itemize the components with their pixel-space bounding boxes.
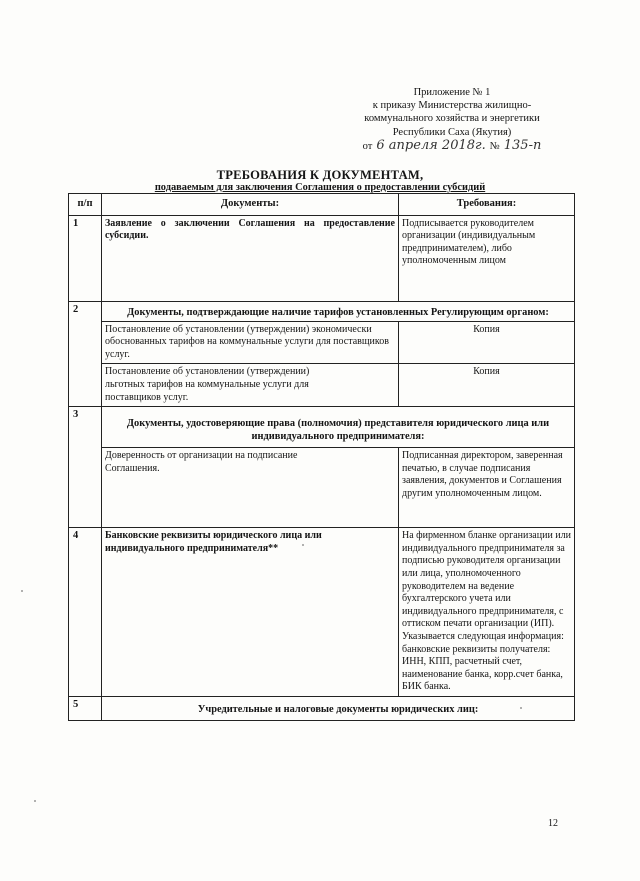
table-row [69,528,575,697]
row-document: Заявление о заключении Соглашения на предоставление субсидии. [102,215,399,301]
table-row [69,407,575,448]
table-row [69,696,575,720]
table-header-row [69,194,575,216]
table-row [69,301,575,321]
page-number: 12 [548,818,558,829]
row-document: Доверенность от организации на подписание Соглашения. [102,448,399,528]
appendix-line: Приложение № 1 [413,87,491,98]
row-document: Банковские реквизиты юридического лица или индивидуального предпринимателя** [102,528,399,697]
scan-speck [34,800,36,802]
table-row [69,321,575,364]
row-number: 5 [69,696,102,720]
header-requirements: Требования: [399,194,575,216]
document-subtitle: подаваемым для заключения Соглашения о предоставлении субсидий [154,182,486,193]
row-number: 3 [69,407,102,528]
table-row [69,215,575,301]
scan-speck [21,590,23,592]
table-row [69,448,575,528]
section-heading: Документы, подтверждающие наличие тарифов установленных Регулирующим органом: [102,301,575,321]
requirements-table [68,193,575,721]
row-number: 2 [69,301,102,407]
handwritten-number: 135-п [503,137,542,153]
scan-speck [302,544,304,546]
row-number: 1 [69,215,102,301]
section-heading: Документы, удостоверяющие права (полномочия) представителя юридического лица или индивидуального предпринимателя: [102,407,575,448]
row-requirement: Копия [399,321,575,364]
from-label: от [362,140,373,152]
row-document: Постановление об установлении (утверждении) экономически обоснованных тарифов на коммунальные услуги для поставщиков услуг. [102,321,399,364]
row-document: Постановление об установлении (утверждении) льготных тарифов на коммунальные услуги для поставщиков услуг. [102,364,399,407]
row-requirement: Копия [399,364,575,407]
appendix-line: Республики Саха (Якутия) [392,126,512,138]
header-docs: Документы: [102,194,399,216]
order-date-line [330,139,574,153]
appendix-line: к приказу Министерства жилищно- [372,100,532,112]
handwritten-date: 6 апреля 2018г. [376,137,486,153]
appendix-header [330,86,574,153]
row-requirement: На фирменном бланке организации или индивидуального предпринимателя за подписью руководителя организации или лица, уполномоченного руководителем на ведение бухгалтерского учета или индивидуального предпринимателя, с оттиском печати организации (ИП). Указывается следующая информация: банковские реквизиты получателя: ИНН, КПП, расчетный счет, наименование банка, корр.счет банка, БИК банка. [399,528,575,697]
header-num: п/п [69,194,102,216]
document-title: ТРЕБОВАНИЯ К ДОКУМЕНТАМ, [216,168,424,182]
row-number: 4 [69,528,102,697]
number-label: № [489,140,500,152]
appendix-line: коммунального хозяйства и энергетики [364,113,540,125]
scan-speck [520,707,522,709]
table-row [69,364,575,407]
row-requirement: Подписанная директором, заверенная печатью, в случае подписания заявления, документов и Соглашения другим уполномоченным лицом. [399,448,575,528]
row-requirement: Подписывается руководителем организации (индивидуальным предпринимателем), либо уполномоченным лицом [399,215,575,301]
section-heading: Учредительные и налоговые документы юридических лиц: [102,696,575,720]
